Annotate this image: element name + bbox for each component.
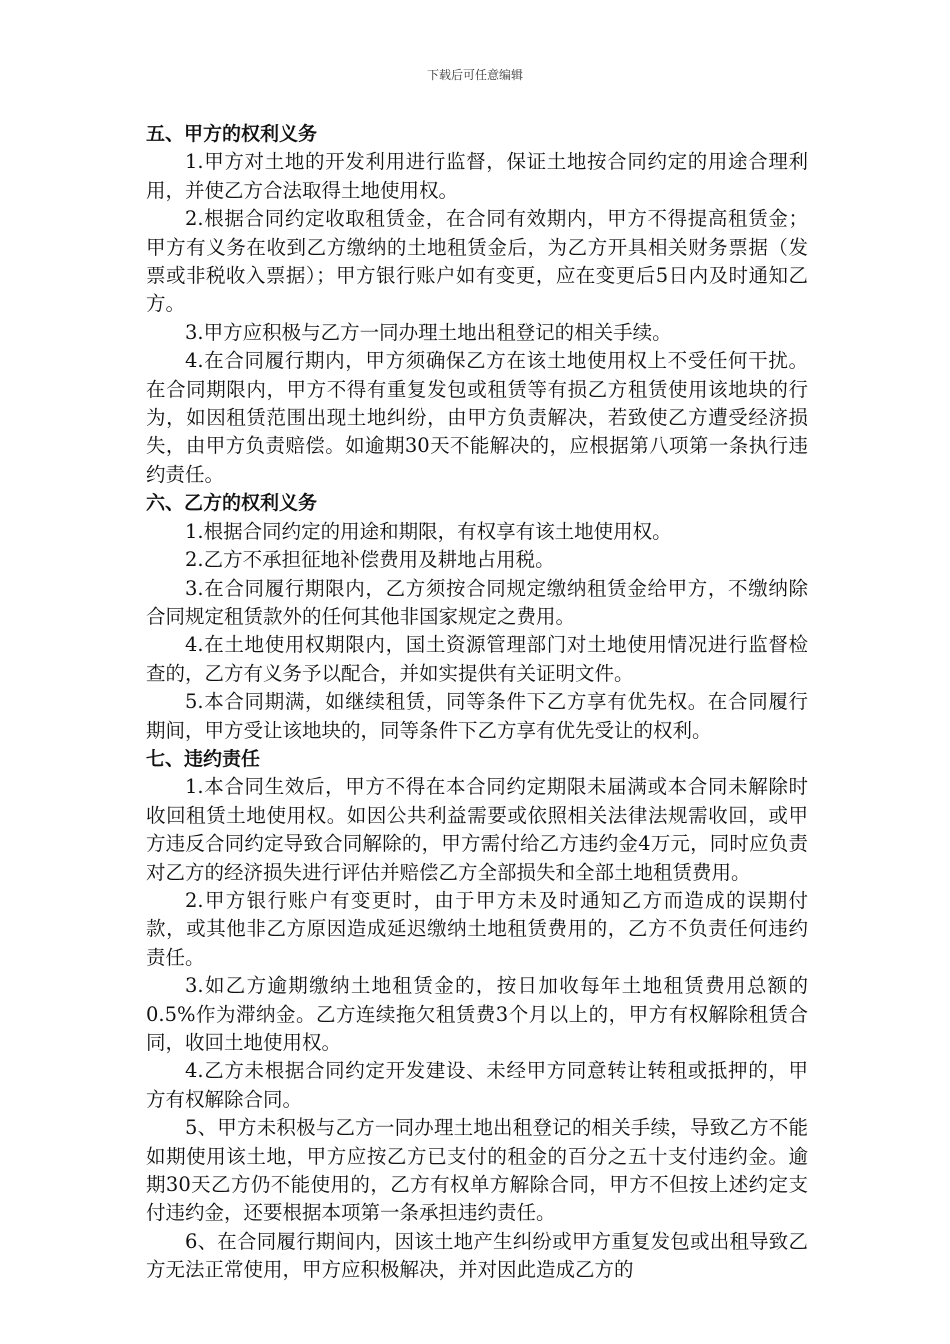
clause-paragraph: 6、在合同履行期间内，因该土地产生纠纷或甲方重复发包或出租导致乙方无法正常使用，甲方应积极解决，并对因此造成乙方的 — [146, 1229, 808, 1282]
clause-paragraph: 2.甲方银行账户有变更时，由于甲方未及时通知乙方而造成的误期付款，或其他非乙方原因造成延迟缴纳土地租赁费用的，乙方不负责任何违约责任。 — [146, 888, 808, 969]
section-party-b-rights — [146, 489, 808, 745]
section-party-a-rights — [146, 120, 808, 489]
document-body — [146, 120, 808, 1285]
clause-paragraph: 4.在土地使用权期限内，国土资源管理部门对土地使用情况进行监督检查的，乙方有义务予以配合，并如实提供有关证明文件。 — [146, 633, 808, 685]
clause-paragraph: 3.甲方应积极与乙方一同办理土地出租登记的相关手续。 — [185, 320, 672, 344]
clause-paragraph: 4.在合同履行期内，甲方须确保乙方在该土地使用权上不受任何干扰。在合同期限内，甲方不得有重复发包或租赁等有损乙方租赁使用该地块的行为，如因租赁范围出现土地纠纷，由甲方负责解决，若致使乙方遭受经济损失，由甲方负责赔偿。如逾期30天不能解决的，应根据第八项第一条执行违约责任。 — [146, 349, 808, 486]
section-heading: 六、乙方的权利义务 — [146, 492, 318, 515]
clause-paragraph: 5、甲方未积极与乙方一同办理土地出租登记的相关手续，导致乙方不能如期使用该土地，甲方应按乙方已支付的租金的百分之五十支付违约金。逾期30天乙方仍不能使用的，乙方有权单方解除合同，甲方不但按上述约定支付违约金，还要根据本项第一条承担违约责任。 — [146, 1116, 808, 1225]
clause-paragraph: 5.本合同期满，如继续租赁，同等条件下乙方享有优先权。在合同履行期间，甲方受让该地块的，同等条件下乙方享有优先受让的权利。 — [146, 690, 808, 742]
page-header-note: 下载后可任意编辑 — [426, 68, 523, 82]
section-breach-liability — [146, 745, 808, 1285]
clause-paragraph: 3.在合同履行期限内，乙方须按合同规定缴纳租赁金给甲方，不缴纳除合同规定租赁款外的任何其他非国家规定之费用。 — [146, 576, 808, 628]
clause-paragraph: 2.根据合同约定收取租赁金，在合同有效期内，甲方不得提高租赁金；甲方有义务在收到乙方缴纳的土地租赁金后，为乙方开具相关财务票据（发票或非税收入票据）；甲方银行账户如有变更，应在变更后5日内及时通知乙方。 — [146, 207, 808, 316]
section-heading: 五、甲方的权利义务 — [146, 123, 318, 145]
clause-paragraph: 4.乙方未根据合同约定开发建设、未经甲方同意转让转租或抵押的，甲方有权解除合同。 — [146, 1059, 808, 1111]
clause-paragraph: 3.如乙方逾期缴纳土地租赁金的，按日加收每年土地租赁费用总额的0.5%作为滞纳金。乙方连续拖欠租赁费3个月以上的，甲方有权解除租赁合同，收回土地使用权。 — [146, 974, 808, 1054]
clause-paragraph: 2.乙方不承担征地补偿费用及耕地占用税。 — [185, 548, 555, 572]
clause-paragraph: 1.甲方对土地的开发利用进行监督，保证土地按合同约定的用途合理利用，并使乙方合法取得土地使用权。 — [146, 150, 808, 202]
clause-paragraph: 1.根据合同约定的用途和期限，有权享有该土地使用权。 — [185, 519, 672, 543]
clause-paragraph: 1.本合同生效后，甲方不得在本合同约定期限未届满或本合同未解除时收回租赁土地使用权。如因公共利益需要或依照相关法律法规需收回，或甲方违反合同约定导致合同解除的，甲方需付给乙方违约金4万元，同时应负责对乙方的经济损失进行评估并赔偿乙方全部损失和全部土地租赁费用。 — [146, 775, 808, 884]
section-heading: 七、违约责任 — [146, 747, 261, 770]
